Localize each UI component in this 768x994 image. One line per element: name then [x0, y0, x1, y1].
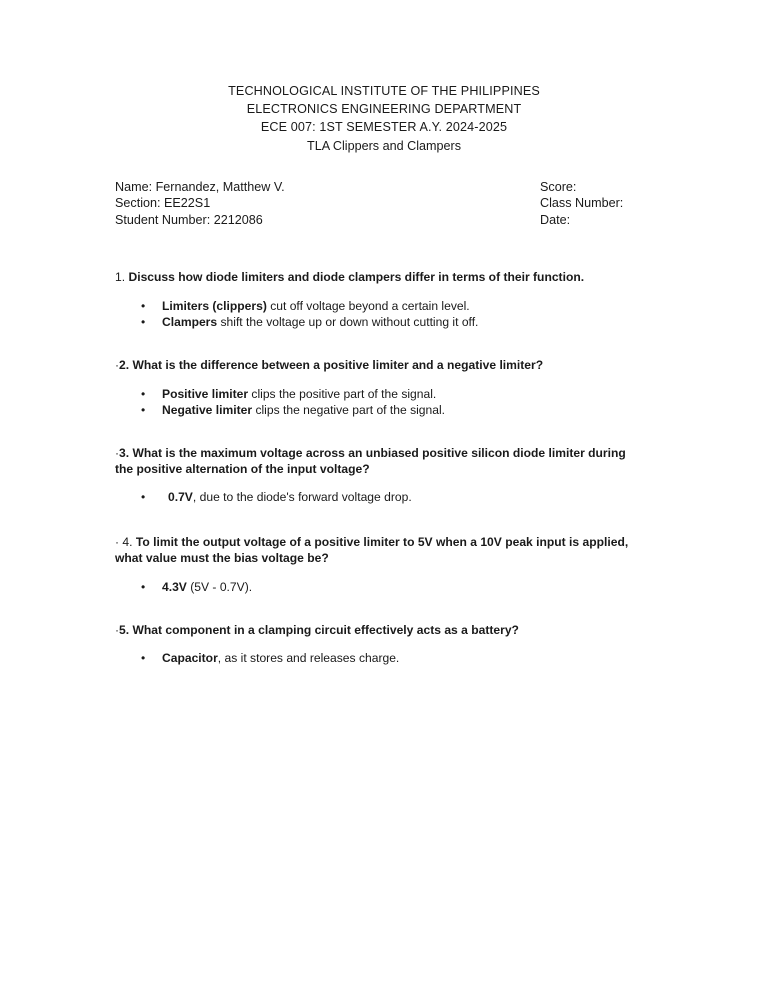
- question-number-1: 1.: [115, 270, 126, 284]
- name-field: Name: Fernandez, Matthew V.: [115, 180, 285, 194]
- answer-list-5: [115, 650, 637, 666]
- answer-term: Clampers: [162, 314, 218, 329]
- answer-term: Limiters (clippers): [162, 298, 267, 313]
- question-block-4: [115, 535, 637, 594]
- answer-detail: , as it stores and releases charge.: [217, 651, 400, 666]
- question-text-5: [115, 623, 637, 639]
- answer-detail: clips the negative part of the signal.: [252, 402, 446, 417]
- answer-detail: clips the positive part of the signal.: [248, 386, 437, 401]
- answer-list-2: [115, 386, 637, 418]
- bullet-icon: •: [141, 651, 146, 666]
- answer-item: [115, 489, 637, 505]
- header-course-term: ECE 007: 1ST SEMESTER A.Y. 2024-2025: [260, 120, 508, 135]
- question-text-4: [115, 535, 637, 566]
- date-field: Date:: [540, 212, 571, 227]
- answer-item: [115, 579, 637, 595]
- question-body-5: What component in a clamping circuit effectively acts as a battery?: [132, 622, 519, 637]
- question-text-2: [115, 358, 637, 374]
- header-department: ELECTRONICS ENGINEERING DEPARTMENT: [246, 102, 522, 117]
- answer-detail: cut off voltage beyond a certain level.: [266, 298, 470, 313]
- question-number-5: 5.: [119, 622, 130, 637]
- section-field: Section: EE22S1: [115, 196, 211, 211]
- question-number-2: 2.: [119, 358, 130, 372]
- question-number-4: 4.: [122, 535, 133, 550]
- question-block-2: [115, 358, 637, 418]
- question-prefix-5: ·: [115, 622, 120, 637]
- bullet-icon: •: [141, 402, 146, 417]
- answer-term: Negative limiter: [162, 402, 253, 417]
- answer-term: Positive limiter: [162, 386, 249, 401]
- document-header: [0, 82, 768, 155]
- answer-list-1: [115, 298, 637, 330]
- header-activity-title: TLA Clippers and Clampers: [307, 138, 461, 153]
- answer-item: [115, 650, 637, 666]
- info-row-name: [115, 179, 655, 195]
- answer-item: [115, 314, 637, 330]
- answer-detail: , due to the diode's forward voltage drop.: [192, 490, 412, 505]
- question-block-5: [115, 623, 637, 667]
- student-info-block: [115, 179, 655, 228]
- bullet-icon: •: [141, 386, 146, 401]
- header-institution: TECHNOLOGICAL INSTITUTE OF THE PHILIPPINES: [228, 84, 540, 98]
- answer-list-4: [115, 579, 637, 595]
- answer-list-3: [115, 489, 637, 505]
- question-text-3: [115, 446, 637, 477]
- question-body-1: Discuss how diode limiters and diode clampers differ in terms of their function.: [128, 270, 585, 284]
- question-number-3: 3.: [119, 446, 130, 460]
- question-text-1: [115, 270, 637, 286]
- bullet-icon: •: [141, 490, 146, 505]
- question-body-4: To limit the output voltage of a positive limiter to 5V when a 10V peak input is applied, what value must the bias voltage be?: [115, 535, 629, 565]
- student-number-field: Student Number: 2212086: [115, 212, 263, 227]
- answer-term: 4.3V: [162, 579, 187, 594]
- info-row-section: [115, 195, 655, 211]
- answer-detail: shift the voltage up or down without cutting it off.: [217, 314, 479, 329]
- answer-item: [115, 298, 637, 314]
- bullet-icon: •: [141, 579, 146, 594]
- questions-and-answers: [115, 270, 637, 667]
- class-number-field: Class Number:: [540, 196, 624, 211]
- answer-term: 0.7V: [168, 490, 193, 505]
- question-body-2: What is the difference between a positive limiter and a negative limiter?: [132, 358, 544, 372]
- question-block-3: [115, 446, 637, 505]
- question-prefix-4: ·: [115, 535, 123, 550]
- question-prefix-2: ·: [115, 358, 120, 372]
- bullet-icon: •: [141, 298, 146, 313]
- answer-term: Capacitor: [162, 651, 218, 666]
- question-prefix-3: ·: [115, 446, 120, 460]
- bullet-icon: •: [141, 314, 146, 329]
- question-block-1: [115, 270, 637, 330]
- score-field: Score:: [540, 180, 577, 194]
- answer-item: [115, 402, 637, 418]
- question-body-3: What is the maximum voltage across an unbiased positive silicon diode limiter during the positive alternation of the input voltage?: [115, 446, 626, 476]
- info-row-student-number: [115, 212, 655, 228]
- answer-detail: (5V - 0.7V).: [186, 579, 253, 594]
- answer-item: [115, 386, 637, 402]
